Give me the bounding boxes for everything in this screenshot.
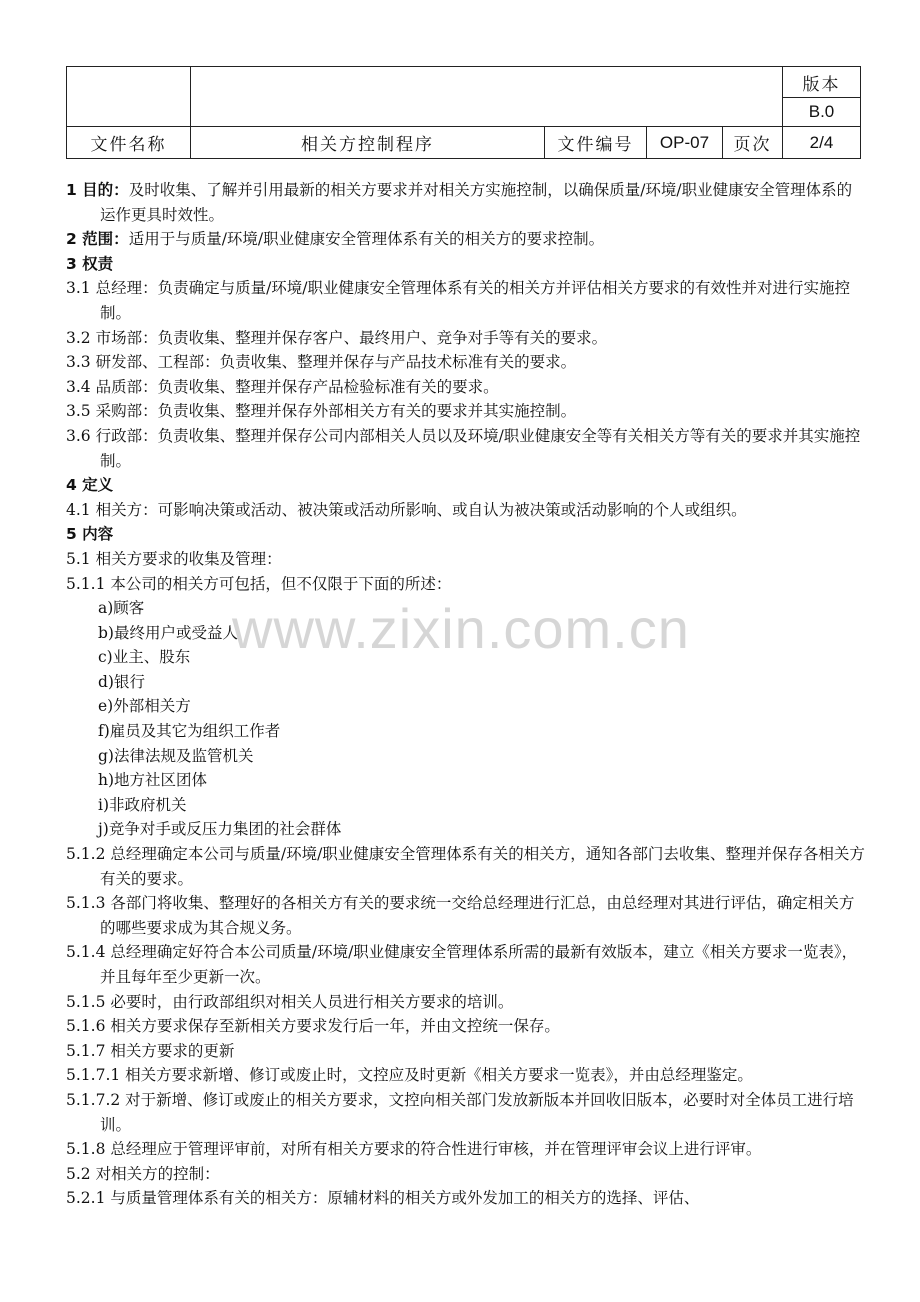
file-name-label: 文件名称 (67, 127, 191, 159)
page-value: 2/4 (783, 127, 861, 159)
section-4-1: 4.1 相关方：可影响决策或活动、被决策或活动所影响、或自认为被决策或活动影响的个人或组织。 (66, 500, 747, 519)
list-item: c)业主、股东 (98, 648, 191, 667)
list-item: b)最终用户或受益人 (98, 623, 238, 642)
company-cell (191, 67, 783, 127)
section-3-2: 3.2 市场部：负责收集、整理并保存客户、最终用户、竞争对手等有关的要求。 (66, 328, 608, 347)
watermark: www.zixin.com.cn (232, 597, 690, 660)
section-3-6: 3.6 行政部：负责收集、整理并保存公司内部相关人员以及环境/职业健康安全等有关相关方等有关的要求并其实施控制。 (66, 426, 861, 470)
file-name-value: 相关方控制程序 (191, 127, 545, 159)
section-5-1-6: 5.1.6 相关方要求保存至新相关方要求发行后一年，并由文控统一保存。 (66, 1017, 560, 1036)
section-2-heading: 2 范围： (66, 230, 129, 249)
section-5-2-1: 5.2.1 与质量管理体系有关的相关方：原辅材料的相关方或外发加工的相关方的选择、评估、 (66, 1189, 700, 1208)
section-5-2: 5.2 对相关方的控制： (66, 1164, 220, 1183)
list-item: j)竞争对手或反压力集团的社会群体 (98, 820, 342, 839)
section-1-text: 及时收集、了解并引用最新的相关方要求并对相关方实施控制，以确保质量/环境/职业健康安全管理体系的运作更具时效性。 (100, 181, 853, 224)
section-5-heading: 5 内容 (66, 525, 114, 544)
section-5-1-8: 5.1.8 总经理应于管理评审前，对所有相关方要求的符合性进行审核，并在管理评审会议上进行评审。 (66, 1140, 762, 1159)
section-2-text: 适用于与质量/环境/职业健康安全管理体系有关的相关方的要求控制。 (128, 230, 605, 249)
list-item: h)地方社区团体 (98, 771, 208, 790)
section-5-1-1: 5.1.1 本公司的相关方可包括，但不仅限于下面的所述： (66, 574, 452, 593)
section-3-heading: 3 权责 (66, 254, 114, 273)
list-item: i)非政府机关 (98, 795, 187, 814)
file-no-value: OP-07 (647, 127, 723, 159)
section-5-1-2: 5.1.2 总经理确定本公司与质量/环境/职业健康安全管理体系有关的相关方，通知各部门去收集、整理并保存各相关方有关的要求。 (66, 845, 865, 888)
list-item: a)顾客 (98, 599, 145, 618)
section-5-1-7: 5.1.7 相关方要求的更新 (66, 1041, 235, 1060)
section-1 (66, 178, 866, 227)
section-5-1-7-2: 5.1.7.2 对于新增、修订或废止的相关方要求，文控向相关部门发放新版本并回收旧版本，必要时对全体员工进行培训。 (66, 1090, 854, 1134)
section-1-heading: 1 目的： (66, 181, 129, 199)
document-body (66, 178, 866, 1211)
section-3-5: 3.5 采购部：负责收集、整理并保存外部相关方有关的要求并其实施控制。 (66, 402, 577, 421)
section-5-1-7-1: 5.1.7.1 相关方要求新增、修订或废止时，文控应及时更新《相关方要求一览表》，并由总经理鉴定。 (66, 1066, 753, 1085)
document-header-table (66, 66, 861, 159)
section-5-1-4: 5.1.4 总经理确定好符合本公司质量/环境/职业健康安全管理体系所需的最新有效版本，建立《相关方要求一览表》，并且每年至少更新一次。 (66, 943, 858, 986)
section-3-1: 3.1 总经理：负责确定与质量/环境/职业健康安全管理体系有关的相关方并评估相关方要求的有效性并对进行实施控制。 (66, 279, 851, 322)
list-item: e)外部相关方 (98, 697, 191, 716)
section-4-heading: 4 定义 (66, 476, 114, 495)
file-no-label: 文件编号 (545, 127, 647, 159)
section-5-1-5: 5.1.5 必要时，由行政部组织对相关人员进行相关方要求的培训。 (66, 992, 514, 1011)
version-value: B.0 (783, 98, 861, 127)
section-3-4: 3.4 品质部：负责收集、整理并保存产品检验标准有关的要求。 (66, 377, 499, 396)
list-item: f)雇员及其它为组织工作者 (98, 722, 281, 741)
logo-cell (67, 67, 191, 127)
section-5-1: 5.1 相关方要求的收集及管理： (66, 549, 282, 568)
version-label: 版本 (783, 67, 861, 98)
section-2 (66, 227, 866, 252)
page-label: 页次 (723, 127, 783, 159)
list-item: d)银行 (98, 672, 145, 691)
section-3-3: 3.3 研发部、工程部：负责收集、整理并保存与产品技术标准有关的要求。 (66, 353, 577, 372)
section-5-1-3: 5.1.3 各部门将收集、整理好的各相关方有关的要求统一交给总经理进行汇总，由总经理对其进行评估，确定相关方的哪些要求成为其合规义务。 (66, 894, 855, 937)
list-item: g)法律法规及监管机关 (98, 746, 254, 765)
